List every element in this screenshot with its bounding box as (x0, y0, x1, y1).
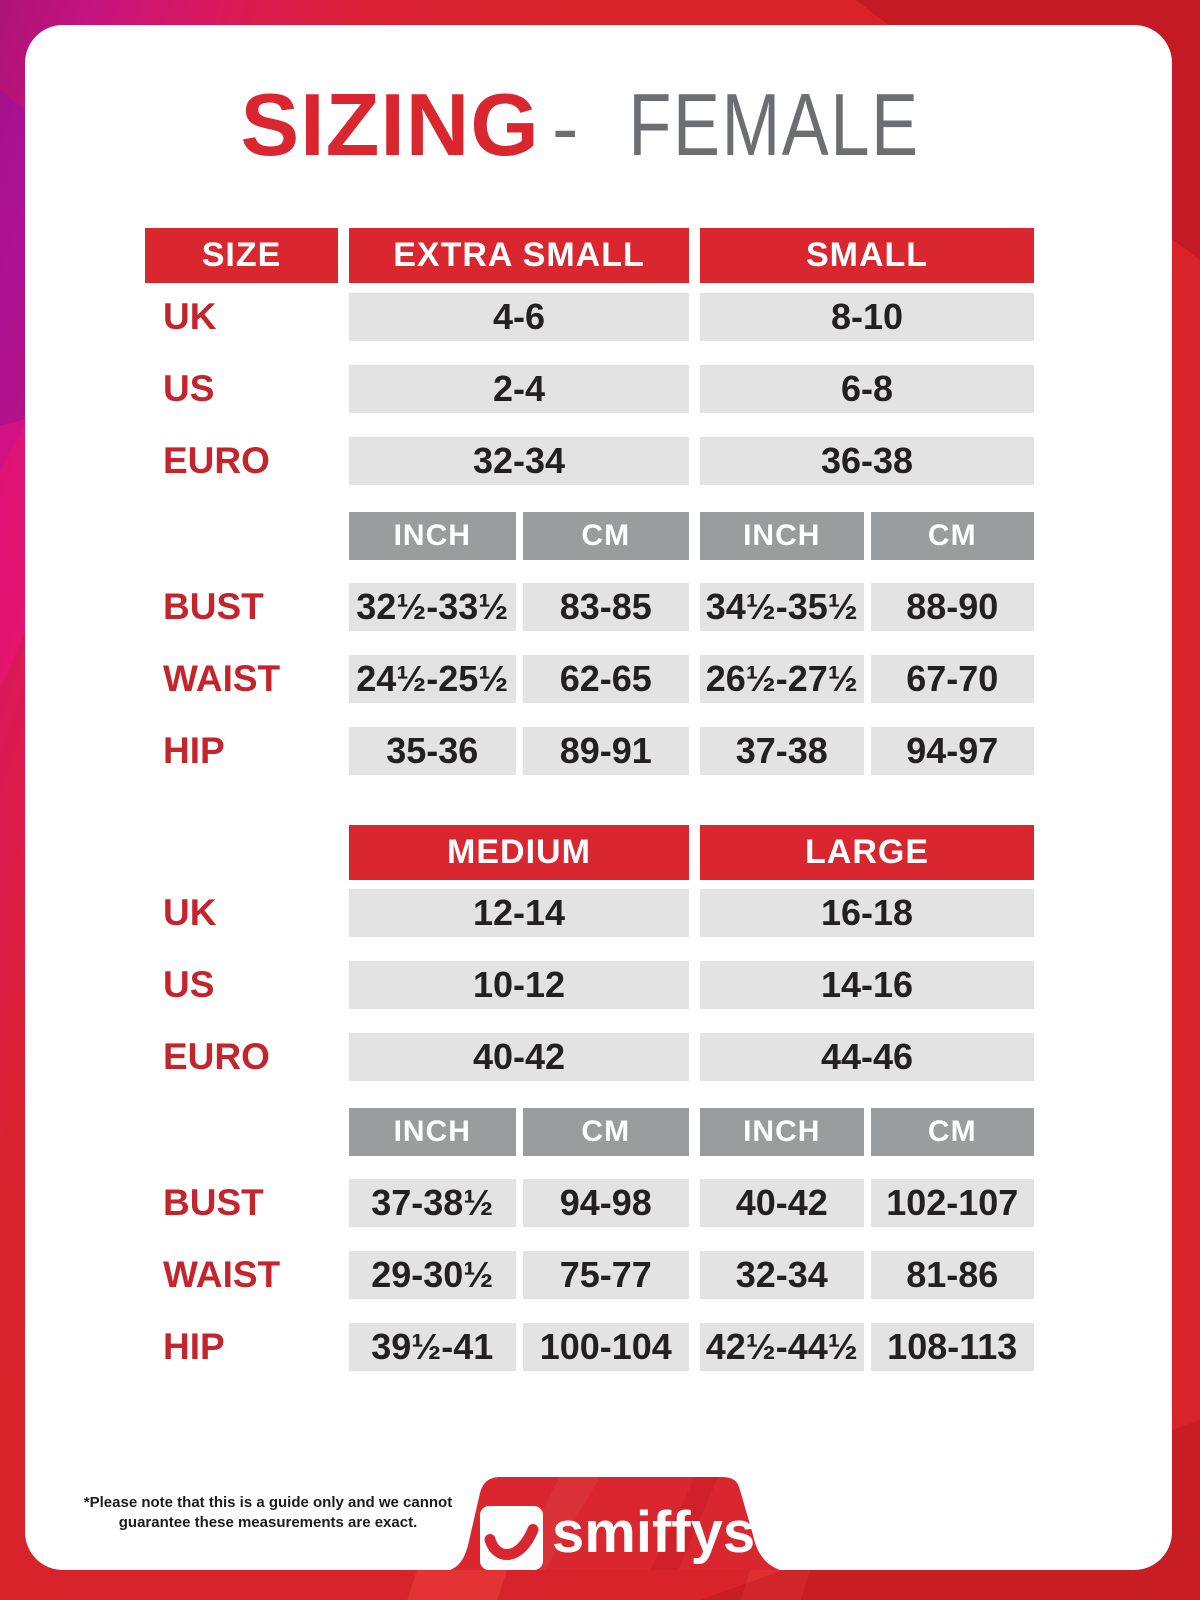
measurement-value-cell: 35-36 (349, 727, 516, 775)
measurement-value-cell: 83-85 (523, 583, 690, 631)
table-row-bust (145, 583, 1034, 631)
group-header-small: SMALL (700, 228, 1034, 283)
measurement-value-cell: 26½-27½ (700, 655, 864, 703)
measurement-value-cell: 40-42 (700, 1179, 864, 1227)
table-row-uk (145, 293, 1034, 341)
size-value-cell: 32-34 (349, 437, 689, 485)
measurement-value-cell: 94-97 (871, 727, 1035, 775)
table-row-waist (145, 655, 1034, 703)
table-row-hip (145, 727, 1034, 775)
row-label: US (163, 368, 215, 409)
row-label: HIP (163, 1326, 225, 1367)
group-header-large: LARGE (700, 825, 1034, 880)
row-label: UK (163, 296, 217, 337)
measurement-value-cell: 62-65 (523, 655, 690, 703)
disclaimer-line-1: *Please note that this is a guide only and we cannot (83, 1494, 453, 1511)
disclaimer-line-2: guarantee these measurements are exact. (118, 1513, 418, 1531)
size-value-cell: 40-42 (349, 1033, 689, 1081)
measurement-value-cell: 37-38½ (349, 1179, 516, 1227)
measurement-value-cell: 102-107 (871, 1179, 1035, 1227)
measurement-value-cell: 32½-33½ (349, 583, 516, 631)
row-label: WAIST (163, 658, 281, 699)
unit-header-inch: INCH (349, 1108, 516, 1156)
page-title (25, 75, 1172, 174)
measurement-value-cell: 89-91 (523, 727, 690, 775)
table-row-waist (145, 1251, 1034, 1299)
row-label: BUST (163, 586, 264, 627)
measurement-value-cell: 32-34 (700, 1251, 864, 1299)
smile-icon (480, 1506, 543, 1570)
row-label: US (163, 964, 215, 1005)
unit-header-cm: CM (523, 1108, 690, 1156)
row-label: UK (163, 892, 217, 933)
disclaimer-note (73, 1493, 463, 1532)
measurement-value-cell: 34½-35½ (700, 583, 864, 631)
unit-header-spacer (145, 1108, 338, 1156)
size-value-cell: 16-18 (700, 889, 1034, 937)
row-label: EURO (163, 440, 270, 481)
table-header-row (145, 825, 1034, 880)
measurement-value-cell: 88-90 (871, 583, 1035, 631)
unit-header-inch: INCH (700, 512, 864, 560)
row-label: BUST (163, 1182, 264, 1223)
title-sizing: SIZING (240, 75, 540, 174)
logo-wordmark-text: smiffys (552, 1500, 756, 1565)
size-value-cell: 12-14 (349, 889, 689, 937)
measurement-value-cell: 37-38 (700, 727, 864, 775)
unit-header-row (145, 1108, 1034, 1156)
table-row-uk (145, 889, 1034, 937)
smiffys-logo (450, 1477, 790, 1570)
measurement-value-cell: 100-104 (523, 1323, 690, 1371)
measurement-value-cell: 29-30½ (349, 1251, 516, 1299)
corner-header-empty (145, 825, 338, 880)
size-value-cell: 8-10 (700, 293, 1034, 341)
row-label: HIP (163, 730, 225, 771)
measurement-value-cell: 24½-25½ (349, 655, 516, 703)
title-female: FEMALE (628, 75, 921, 174)
table-row-us (145, 365, 1034, 413)
row-label: EURO (163, 1036, 270, 1077)
measurement-value-cell: 81-86 (871, 1251, 1035, 1299)
table-row-euro (145, 437, 1034, 485)
group-header-extra-small: EXTRA SMALL (349, 228, 689, 283)
measurement-value-cell: 108-113 (871, 1323, 1035, 1371)
unit-header-cm: CM (871, 1108, 1035, 1156)
table-header-row (145, 228, 1034, 283)
unit-header-cm: CM (523, 512, 690, 560)
title-separator: - (551, 83, 579, 172)
trademark-symbol: ™ (758, 1505, 775, 1522)
measurement-value-cell: 42½-44½ (700, 1323, 864, 1371)
unit-header-cm: CM (871, 512, 1035, 560)
size-table-m-l (145, 825, 1034, 1371)
logo-wordmark (552, 1500, 775, 1565)
measurement-value-cell: 39½-41 (349, 1323, 516, 1371)
unit-header-spacer (145, 512, 338, 560)
unit-header-row (145, 512, 1034, 560)
table-row-hip (145, 1323, 1034, 1371)
measurement-value-cell: 67-70 (871, 655, 1035, 703)
measurement-value-cell: 94-98 (523, 1179, 690, 1227)
row-label: WAIST (163, 1254, 281, 1295)
table-row-bust (145, 1179, 1034, 1227)
size-value-cell: 6-8 (700, 365, 1034, 413)
corner-header-cell: SIZE (145, 228, 338, 283)
table-row-euro (145, 1033, 1034, 1081)
size-value-cell: 14-16 (700, 961, 1034, 1009)
measurement-value-cell: 75-77 (523, 1251, 690, 1299)
unit-header-inch: INCH (700, 1108, 864, 1156)
table-row-us (145, 961, 1034, 1009)
sizing-card (25, 25, 1172, 1570)
size-value-cell: 4-6 (349, 293, 689, 341)
group-header-medium: MEDIUM (349, 825, 689, 880)
unit-header-inch: INCH (349, 512, 516, 560)
size-value-cell: 2-4 (349, 365, 689, 413)
size-table-xs-s (145, 228, 1034, 775)
size-value-cell: 10-12 (349, 961, 689, 1009)
size-value-cell: 36-38 (700, 437, 1034, 485)
size-value-cell: 44-46 (700, 1033, 1034, 1081)
